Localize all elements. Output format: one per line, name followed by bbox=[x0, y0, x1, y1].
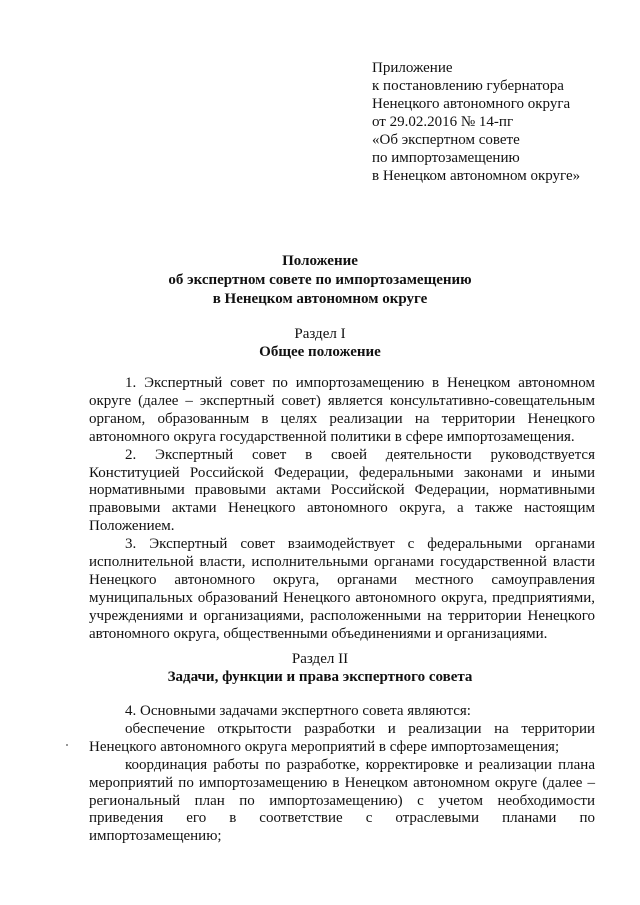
title-line: об экспертном совете по импортозамещению bbox=[168, 272, 472, 288]
paragraph: 3. Экспертный совет взаимодействует с федеральными органами исполнительной власти, исполнительными органами государственной власти Ненецкого автономного округа, органами местного самоуправления муниципальных образований Ненецкого автономного округа, предприятиями, учреждениями и организациями, расположенными на территории Ненецкого автономного округа, общественными объединениями и организациями. bbox=[89, 536, 595, 642]
title-line: Положение bbox=[282, 253, 358, 269]
paragraph: 2. Экспертный совет в своей деятельности руководствуется Конституцией Российской Федерации, федеральными законами и иными нормативными правовыми актами Российской Федерации, нормативными правовыми актами Ненецкого автономного округа, а также настоящим Положением. bbox=[89, 446, 595, 535]
appendix-line: от 29.02.2016 № 14-пг bbox=[372, 114, 514, 130]
appendix-line: по импортозамещению bbox=[372, 150, 520, 166]
paragraph: 1. Экспертный совет по импортозамещению в Ненецком автономном округе (далее – экспертный совет) является консультативно-совещательным органом, образованным в целях реализации на территории Ненецкого автономного округа государственной политики в сфере импортозамещения. bbox=[89, 375, 595, 445]
appendix-line: Ненецкого автономного округа bbox=[372, 96, 571, 112]
section-1-body bbox=[89, 375, 595, 644]
section-1-heading: Общее положение bbox=[259, 344, 381, 360]
section-2-heading: Задачи, функции и права экспертного совета bbox=[167, 669, 473, 685]
paragraph: 4. Основными задачами экспертного совета являются: bbox=[125, 703, 471, 719]
appendix-line: в Ненецком автономном округе» bbox=[372, 168, 581, 184]
appendix-line: к постановлению губернатора bbox=[372, 78, 564, 94]
title-line: в Ненецком автономном округе bbox=[212, 291, 428, 307]
section-2-body bbox=[89, 703, 595, 846]
appendix-line: Приложение bbox=[372, 60, 453, 76]
section-2-number: Раздел II bbox=[291, 651, 349, 667]
appendix-line: «Об экспертном совете bbox=[372, 132, 520, 148]
paragraph: обеспечение открытости разработки и реализации на территории Ненецкого автономного округа мероприятий в сфере импортозамещения; bbox=[89, 720, 595, 755]
document-title bbox=[0, 252, 640, 309]
scan-speck bbox=[66, 744, 68, 746]
section-1-number: Раздел I bbox=[294, 326, 346, 342]
paragraph: координация работы по разработке, корректировке и реализации плана мероприятий по импортозамещению в Ненецком автономном округе (далее – региональный план по импортозамещению) с учетом необходимости приведения его в соответствие с отраслевыми планами по импортозамещению; bbox=[89, 756, 595, 845]
appendix-block bbox=[372, 59, 580, 185]
